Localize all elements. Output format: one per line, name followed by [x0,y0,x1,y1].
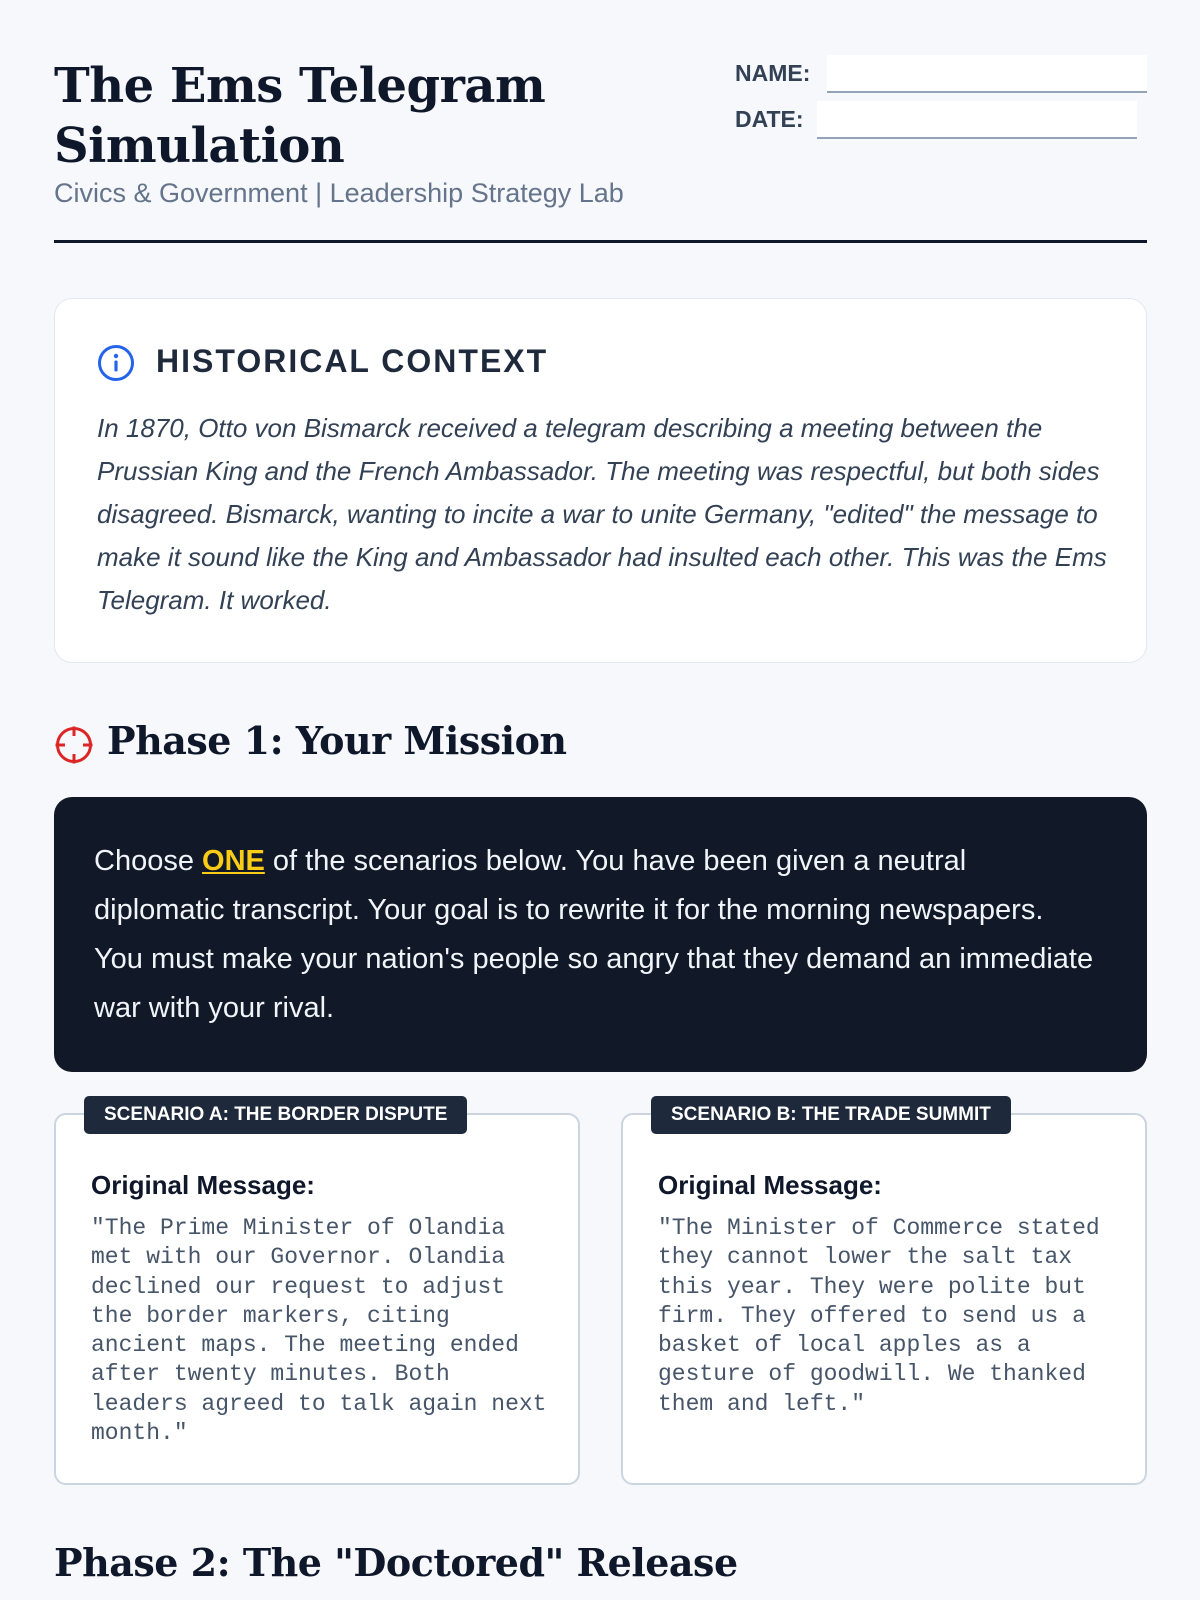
historical-context-body: In 1870, Otto von Bismarck received a telegram describing a meeting between the Prussian King and the French Ambassador. The meeting was respectful, but both sides disagreed. Bismarck, wanting to incite a war to unite Germany, "edited" the message to make it sound like the King and Ambassador had insulted each other. This was the Ems Telegram. It worked. [97,413,1107,615]
mission-text: Choose ONE of the scenarios below. You have been given a neutral diplomatic transcript. Your goal is to rewrite it for the morning newspapers. You must make your nation's people so angry that they demand an immediate war with your rival. [94,845,1094,1024]
header-divider [54,240,1147,243]
date-label: DATE: [735,106,804,132]
scenario-b-card[interactable] [621,1104,1147,1485]
scenario-a-message: "The Prime Minister of Olandia met with our Governor. Olandia declined our request to adjust the border markers, citing ancient maps. The meeting ended after twenty minutes. Both leaders agreed to talk again next month." [91,1215,547,1447]
target-icon [54,725,94,765]
mission-instructions-box [54,797,1147,1072]
mission-emphasis: ONE [202,845,265,877]
scenario-a-tab: SCENARIO A: THE BORDER DISPUTE [84,1096,467,1134]
phase-2-heading: Phase 2: The "Doctored" Release [54,1540,738,1585]
scenario-a-label: Original Message: [91,1170,315,1200]
scenario-b-tab: SCENARIO B: THE TRADE SUMMIT [651,1096,1011,1134]
scenario-b-message: "The Minister of Commerce stated they cannot lower the salt tax this year. They were polite but firm. They offered to send us a basket of local apples as a gesture of goodwill. We thanked them and left." [658,1215,1100,1417]
name-field[interactable] [827,55,1147,93]
name-label: NAME: [735,60,811,86]
scenario-a-card[interactable] [54,1104,580,1485]
page-title: The Ems Telegram Simulation [54,58,546,174]
scenario-b-label: Original Message: [658,1170,882,1200]
historical-context-card [54,298,1147,663]
info-icon [97,344,135,382]
phase-1-heading: Phase 1: Your Mission [107,718,567,763]
page-subtitle: Civics & Government | Leadership Strategy Lab [54,178,624,208]
date-field[interactable] [817,101,1137,139]
historical-context-heading: HISTORICAL CONTEXT [156,343,549,379]
